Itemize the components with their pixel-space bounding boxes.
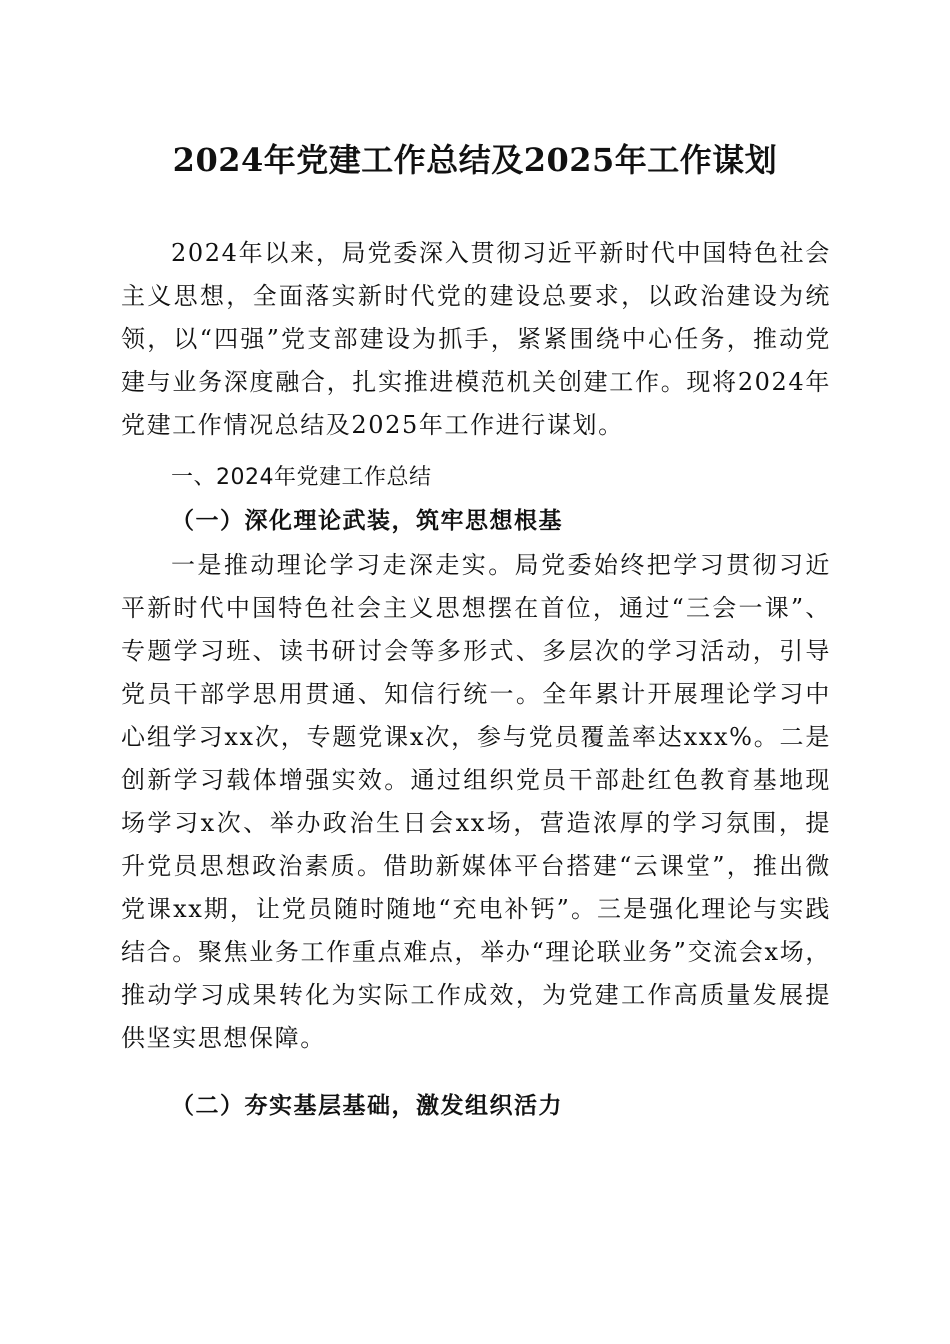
- theory-paragraph: 一是推动理论学习走深走实。局党委始终把学习贯彻习近平新时代中国特色社会主义思想摆在首位，通过“三会一课”、专题学习班、读书研讨会等多形式、多层次的学习活动，引导党员干部学思用贯通、知信行统一。全年累计开展理论学习中心组学习xx次，专题党课x次，参与党员覆盖率达xxx%。二是创新学习载体增强实效。通过组织党员干部赴红色教育基地现场学习x次、举办政治生日会xx场，营造浓厚的学习氛围，提升党员思想政治素质。借助新媒体平台搭建“云课堂”，推出微党课xx期，让党员随时随地“充电补钙”。三是强化理论与实践结合。聚焦业务工作重点难点，举办“理论联业务”交流会x场，推动学习成果转化为实际工作成效，为党建工作高质量发展提供坚实思想保障。: [121, 551, 831, 1052]
- section-heading-summary: 一、2024年党建工作总结: [171, 465, 432, 490]
- intro-paragraph: 2024年以来，局党委深入贯彻习近平新时代中国特色社会主义思想，全面落实新时代党的建设总要求，以政治建设为统领，以“四强”党支部建设为抓手，紧紧围绕中心任务，推动党建与业务深度融合，扎实推进模范机关创建工作。现将2024年党建工作情况总结及2025年工作进行谋划。: [121, 239, 831, 439]
- subsection-heading-grassroots: （二）夯实基层基础，激发组织活力: [171, 1092, 563, 1119]
- subsection-heading-theory: （一）深化理论武装，筑牢思想根基: [171, 507, 563, 534]
- document-title: 2024年党建工作总结及2025年工作谋划: [172, 141, 778, 179]
